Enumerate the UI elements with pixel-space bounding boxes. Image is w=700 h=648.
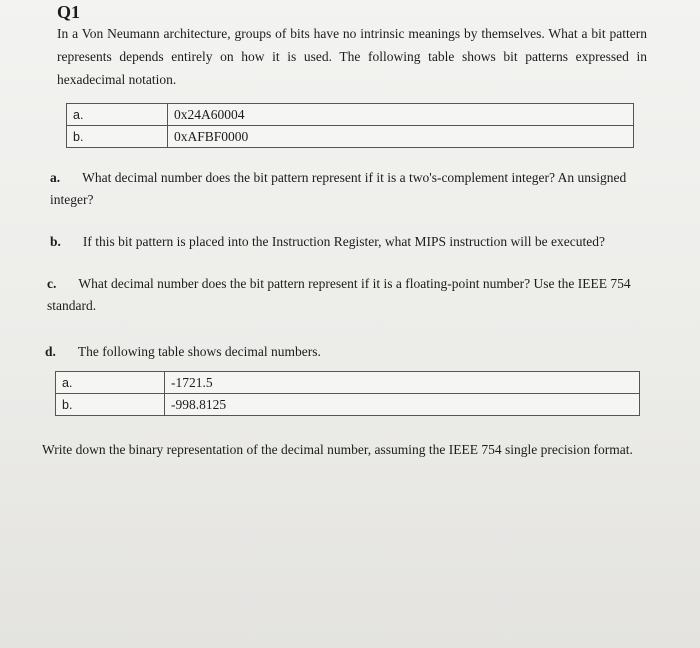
- question-text: If this bit pattern is placed into the Instruction Register, what MIPS instruction will be executed?: [82, 234, 605, 249]
- hex-value: 0xAFBF0000: [168, 126, 634, 148]
- question-a: [50, 167, 650, 211]
- decimal-value: -998.8125: [165, 394, 640, 416]
- table-row: [56, 372, 640, 394]
- table-row: [67, 104, 634, 126]
- decimal-numbers-table: [55, 371, 640, 416]
- question-marker: b.: [50, 234, 61, 249]
- row-label: b.: [56, 394, 165, 416]
- question-title: Q1: [57, 2, 81, 22]
- table-row: [67, 126, 634, 148]
- hex-value: 0x24A60004: [168, 104, 634, 126]
- question-text: What decimal number does the bit pattern represent if it is a two's-complement integer? An unsigned integer?: [50, 170, 627, 207]
- question-marker: a.: [50, 170, 61, 185]
- question-d: [45, 341, 645, 363]
- decimal-value: -1721.5: [165, 372, 640, 394]
- intro-paragraph: In a Von Neumann architecture, groups of bits have no intrinsic meanings by themselves. What a bit pattern represents depends entirely on how it is used. The following table shows bit patterns expressed in hexadecimal notation.: [57, 26, 647, 87]
- final-instruction: Write down the binary representation of the decimal number, assuming the IEEE 754 single precision format.: [42, 442, 633, 457]
- row-label: a.: [67, 104, 168, 126]
- question-b: [50, 231, 650, 253]
- question-marker: c.: [47, 276, 57, 291]
- hex-patterns-table: [66, 103, 634, 148]
- table-row: [56, 394, 640, 416]
- question-text: The following table shows decimal numbers.: [77, 344, 321, 359]
- row-label: b.: [67, 126, 168, 148]
- row-label: a.: [56, 372, 165, 394]
- question-c: [47, 273, 657, 317]
- question-marker: d.: [45, 344, 56, 359]
- question-text: What decimal number does the bit pattern represent if it is a floating-point number? Use the IEEE 754 standard.: [47, 276, 631, 313]
